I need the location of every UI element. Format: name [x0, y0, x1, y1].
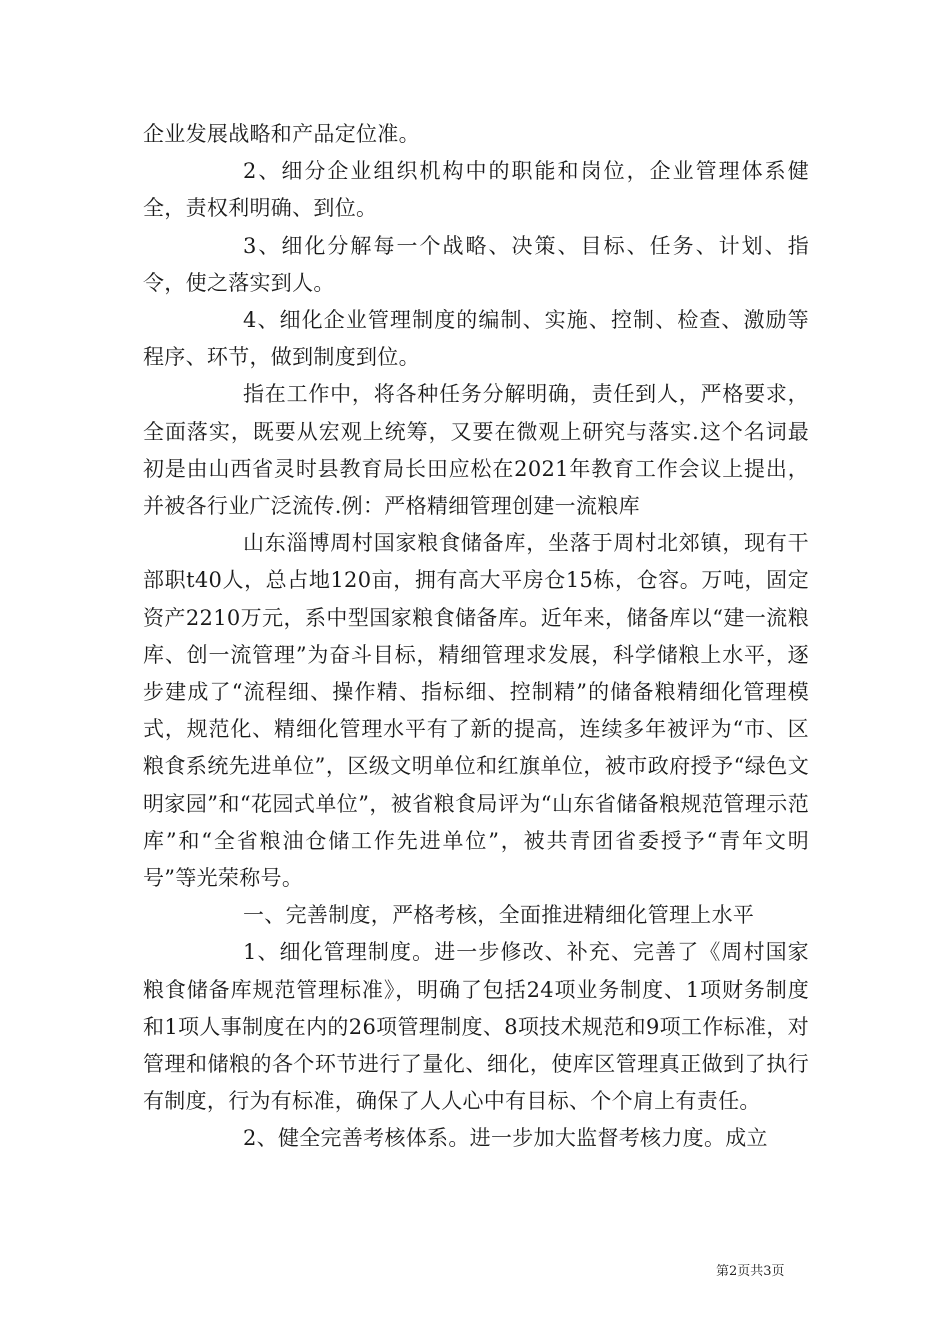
paragraph-item-2: 2、细分企业组织机构中的职能和岗位，企业管理体系健全，责权利明确、到位。	[143, 159, 809, 221]
paragraph-item-3: 3、细化分解每一个战略、决策、目标、任务、计划、指令，使之落实到人。	[143, 233, 809, 295]
paragraph-continuation: 企业发展战略和产品定位准。	[143, 122, 420, 146]
page-footer: 第2页共3页	[716, 1264, 785, 1279]
paragraph-definition: 指在工作中，将各种任务分解明确，责任到人，严格要求，全面落实，既要从宏观上统筹，又要在微观上研究与落实.这个名词最初是由山西省灵时县教育局长田应松在2021年教育工作会议上提出，并被各行业广泛流传.例：严格精细管理创建一流粮库	[143, 382, 809, 519]
paragraph-example-intro: 山东淄博周村国家粮食储备库，坐落于周村北郊镇，现有干部职t40人，总占地120亩，拥有高大平房仓15栋，仓容。万吨，固定资产2210万元，系中型国家粮食储备库。近年来，储备库以“建一流粮库、创一流管理”为奋斗目标，精细管理求发展，科学储粮上水平，逐步建成了“流程细、操作精、指标细、控制精”的储备粮精细化管理模式，规范化、精细化管理水平有了新的提高，连续多年被评为“市、区粮食系统先进单位”，区级文明单位和红旗单位，被市政府授予“绿色文明家园”和“花园式单位”，被省粮食局评为“山东省储备粮规范管理示范库”和“全省粮油仓储工作先进单位”，被共青团省委授予“青年文明号”等光荣称号。	[143, 531, 809, 891]
section-heading: 一、完善制度，严格考核，全面推进精细化管理上水平	[243, 903, 755, 928]
paragraph-item-4: 4、细化企业管理制度的编制、实施、控制、检查、激励等程序、环节，做到制度到位。	[143, 308, 809, 370]
paragraph-section-item-1: 1、细化管理制度。进一步修改、补充、完善了《周村国家粮食储备库规范管理标准》，明确了包括24项业务制度、1项财务制度和1项人事制度在内的26项管理制度、8项技术规范和9项工作标准，对管理和储粮的各个环节进行了量化、细化，使库区管理真正做到了执行有制度，行为有标准，确保了人人心中有目标、个个肩上有责任。	[143, 940, 809, 1114]
paragraph-section-item-2: 2、健全完善考核体系。进一步加大监督考核力度。成立	[243, 1126, 768, 1151]
document-body	[143, 116, 809, 1158]
